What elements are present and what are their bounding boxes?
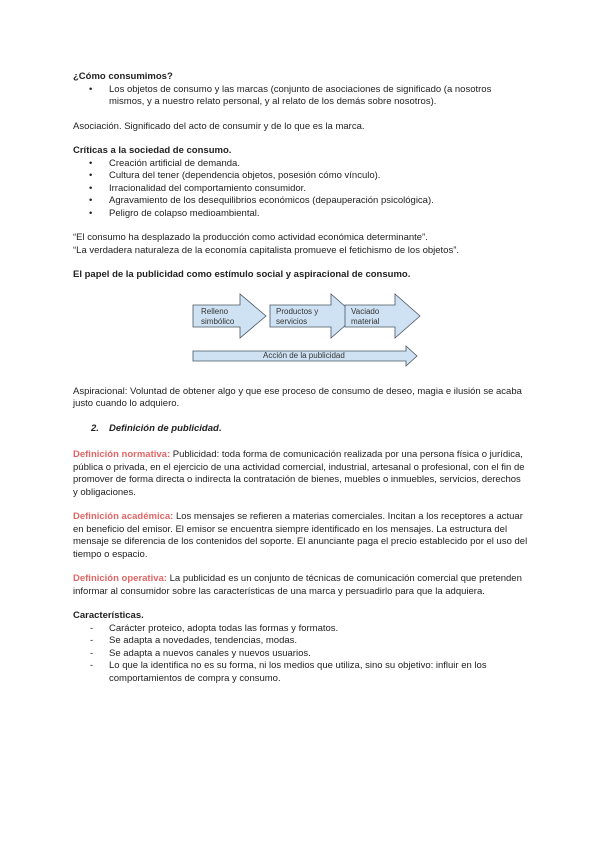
diagram-label-productos: Productos y servicios — [276, 306, 319, 326]
list-item: - Se adapta a novedades, tendencias, modas. — [73, 635, 528, 648]
section-number: 2. — [91, 422, 99, 434]
label-definicion-operativa: Definición operativa: — [73, 573, 167, 584]
paragraph-definicion-academica: Definición académica: Los mensajes se refieren a materias comerciales. Incitan a los receptores a actuar en beneficio del emisor. El emisor se encuentra siempre identificado en los mensajes. La estructura del mensaje se diferencia de los contenidos del soporte. El anunciante paga el precio establecido por el uso del tiempo o espacio. — [73, 511, 528, 560]
heading-caracteristicas: Características. — [73, 610, 144, 621]
heading-criticas: Críticas a la sociedad de consumo. — [73, 145, 232, 156]
bullet-list-consumo — [73, 84, 528, 109]
list-item: - Lo que la identifica no es su forma, ni los medios que utiliza, sino su objetivo: influir en los comportamientos de compra y consumo. — [73, 660, 528, 685]
label-definicion-normativa: Definición normativa: — [73, 449, 171, 460]
paragraph-definicion-normativa: Definición normativa: Publicidad: toda forma de comunicación realizada por una persona física o jurídica, pública o privada, en el ejercicio de una actividad comercial, industrial, artesanal o profesional, con el fin de promover de forma directa o indirecta la contratación de bienes, muebles o inmuebles, servicios, derechos y obligaciones. — [73, 449, 525, 498]
heading-como-consumimos: ¿Cómo consumimos? — [73, 71, 173, 82]
heading-definicion-publicidad: 2. Definición de publicidad. — [91, 422, 222, 434]
diagram-label-relleno: Relleno simbólico — [201, 306, 235, 326]
list-item: • Cultura del tener (dependencia objetos, posesión cómo vínculo). — [73, 170, 528, 183]
paragraph-aspiracional: Aspiracional: Voluntad de obtener algo y que ese proceso de consumo de deseo, magia e ilusión se acaba justo cuando lo adquiero. — [73, 385, 522, 409]
diagram-label-accion: Acción de la publicidad — [263, 350, 345, 360]
list-item: • Irracionalidad del comportamiento consumidor. — [73, 183, 528, 196]
list-item: - Carácter proteico, adopta todas las formas y formatos. — [73, 623, 528, 636]
bullet-list-criticas — [73, 158, 528, 221]
list-item: • Creación artificial de demanda. — [73, 158, 528, 171]
heading-papel-publicidad: El papel de la publicidad como estímulo social y aspiracional de consumo. — [73, 269, 411, 280]
paragraph-asociacion: Asociación. Significado del acto de consumir y de lo que es la marca. — [73, 120, 365, 132]
dash-list-caracteristicas — [73, 623, 528, 686]
publicidad-diagram — [73, 292, 528, 370]
quote-consumo: “El consumo ha desplazado la producción como actividad económica determinante”. — [73, 232, 428, 243]
label-definicion-academica: Definición académica: — [73, 511, 174, 522]
quote-capitalista: “La verdadera naturaleza de la economía capitalista promueve el fetichismo de los objetos”. — [73, 244, 460, 256]
diagram-label-vaciado: Vaciado material — [351, 306, 380, 326]
document-content — [73, 71, 528, 685]
list-item: - Se adapta a nuevos canales y nuevos usuarios. — [73, 648, 528, 661]
list-item: • Agravamiento de los desequilibrios económicos (depauperación psicológica). — [73, 195, 528, 208]
list-item: • Los objetos de consumo y las marcas (conjunto de asociaciones de significado (a nosotros mismos, y a nuestro relato personal, y al relato de los demás sobre nosotros). — [73, 84, 528, 109]
list-item: • Peligro de colapso medioambiental. — [73, 208, 528, 221]
paragraph-definicion-operativa: Definición operativa: La publicidad es un conjunto de técnicas de comunicación comercial que pretenden informar al consumidor sobre las características de una marca y persuadirlo para que la adquiera. — [73, 573, 522, 597]
section-title: Definición de publicidad — [109, 422, 219, 434]
